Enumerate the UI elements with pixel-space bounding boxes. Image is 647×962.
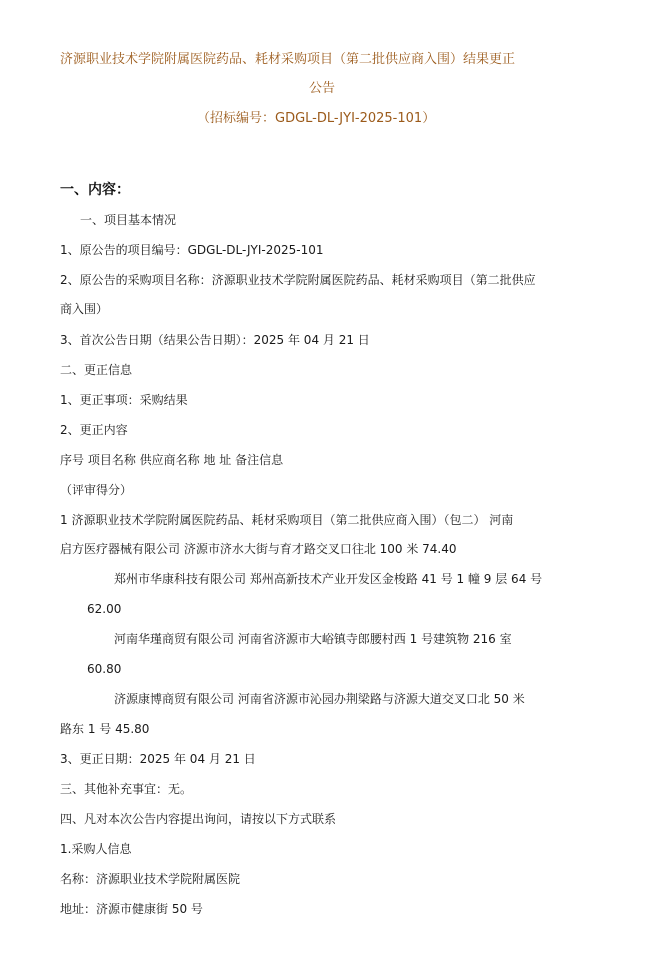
- correction-date: 3、更正日期：2025 年 04 月 21 日: [60, 752, 256, 766]
- basic-info-heading: 一、项目基本情况: [80, 213, 177, 227]
- contact-heading: 四、凡对本次公告内容提出询问，请按以下方式联系: [60, 812, 337, 826]
- section-heading: 一、内容：: [60, 182, 130, 198]
- original-project-name-cont: 商入围）: [60, 302, 109, 316]
- title-line-1: 济源职业技术学院附属医院药品、耗材采购项目（第二批供应商入围）结果更正: [60, 52, 516, 67]
- correction-content-label: 2、更正内容: [60, 423, 128, 437]
- table-row-2-score: 62.00: [87, 602, 122, 616]
- original-project-number: 1、原公告的项目编号：GDGL-DL-JYI-2025-101: [60, 243, 324, 257]
- table-row-2: 郑州市华康科技有限公司 郑州高新技术产业开发区金梭路 41 号 1 幢 9 层 64 号: [114, 572, 543, 586]
- original-project-name: 2、原公告的采购项目名称：济源职业技术学院附属医院药品、耗材采购项目（第二批供应: [60, 273, 536, 287]
- buyer-address: 地址：济源市健康街 50 号: [60, 902, 203, 916]
- title-line-2: 公告: [309, 81, 336, 96]
- table-row-4-cont: 路东 1 号 45.80: [60, 722, 150, 736]
- first-announcement-date: 3、首次公告日期（结果公告日期）：2025 年 04 月 21 日: [60, 333, 370, 347]
- correction-item: 1、更正事项：采购结果: [60, 393, 188, 407]
- tender-code: （招标编号：GDGL-DL-JYI-2025-101）: [197, 111, 436, 126]
- buyer-info-heading: 1.采购人信息: [60, 842, 132, 856]
- table-row-4: 济源康博商贸有限公司 河南省济源市沁园办荆梁路与济源大道交叉口北 50 米: [114, 692, 525, 706]
- table-row-3-score: 60.80: [87, 662, 122, 676]
- table-row-1-cont: 启方医疗器械有限公司 济源市济水大街与育才路交叉口往北 100 米 74.40: [60, 542, 457, 556]
- table-header: 序号 项目名称 供应商名称 地 址 备注信息: [60, 453, 284, 467]
- table-header-score: （评审得分）: [60, 483, 133, 497]
- table-row-1: 1 济源职业技术学院附属医院药品、耗材采购项目（第二批供应商入围）（包二） 河南: [60, 513, 514, 527]
- other-matters: 三、其他补充事宜：无。: [60, 782, 193, 796]
- correction-heading: 二、更正信息: [60, 363, 133, 377]
- buyer-name: 名称：济源职业技术学院附属医院: [60, 872, 241, 886]
- table-row-3: 河南华瑾商贸有限公司 河南省济源市大峪镇寺郎腰村西 1 号建筑物 216 室: [114, 632, 512, 646]
